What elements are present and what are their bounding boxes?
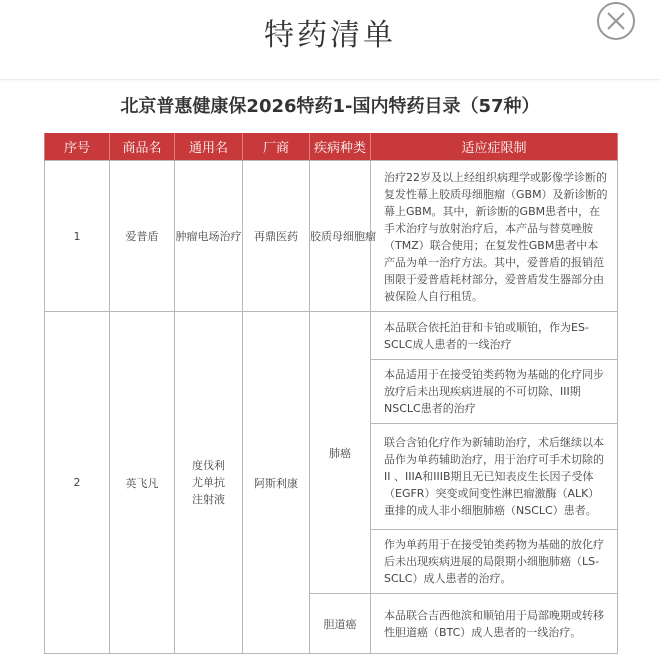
cell-maker: 阿斯利康 [243,312,310,654]
cell-indication: 治疗22岁及以上经组织病理学或影像学诊断的复发性幕上胶质母细胞瘤（GBM）及新诊断的幕上GBM。其中，新诊断的GBM患者中，在手术治疗与放射治疗后，本产品与替莫唑胺（TMZ）联合使用；在复发性GBM患者中本产品为单一治疗方法。其中，爱普盾的报销范围限于爱普盾耗材部分，爱普盾发生器部分由被保险人自行租赁。 [371,161,618,312]
drug-table [44,133,618,654]
column-header-disease: 疾病种类 [310,133,371,161]
table-header-row [45,133,618,161]
cell-indication: 本品联合依托泊苷和卡铂或顺铂，作为ES-SCLC成人患者的一线治疗 [371,312,618,360]
cell-brand: 爱普盾 [110,161,175,312]
close-icon [607,12,625,30]
close-button[interactable] [597,2,635,40]
cell-brand: 英飞凡 [110,312,175,654]
cell-index: 1 [45,161,110,312]
column-header-indication: 适应症限制 [371,133,618,161]
drug-list-content[interactable] [0,80,660,639]
cell-indication: 联合含铂化疗作为新辅助治疗，术后继续以本品作为单药辅助治疗，用于治疗可手术切除的 II 、IIIA和IIIB期且无已知表皮生长因子受体（EGFR）突变或间变性淋巴瘤激酶（ALK）重排的成人非小细胞肺癌（NSCLC）患者。 [371,424,618,530]
cell-disease: 肺癌 [310,312,371,594]
cell-maker: 再鼎医药 [243,161,310,312]
cell-generic-text: 度伐利尤单抗注射液 [192,459,225,506]
column-header-generic: 通用名 [175,133,243,161]
column-header-brand: 商品名 [110,133,175,161]
page-title: 特药清单 [264,18,396,53]
column-header-maker: 厂商 [243,133,310,161]
column-header-index: 序号 [45,133,110,161]
cell-index: 2 [45,312,110,654]
table-row [45,312,618,360]
cell-indication: 本品联合吉西他滨和顺铂用于局部晚期或转移性胆道癌（BTC）成人患者的一线治疗。 [371,594,618,654]
table-row [45,161,618,312]
cell-generic [175,312,243,654]
cell-disease: 胶质母细胞瘤 [310,161,371,312]
cell-indication: 作为单药用于在接受铂类药物为基础的放化疗后未出现疾病进展的局限期小细胞肺癌（LS-SCLC）成人患者的治疗。 [371,530,618,594]
cell-indication: 本品适用于在接受铂类药物为基础的化疗同步放疗后未出现疾病进展的不可切除、III期NSCLC患者的治疗 [371,360,618,424]
list-title: 北京普惠健康保2026特药1-国内特药目录（57种） [120,96,540,117]
cell-generic: 肿瘤电场治疗 [175,161,243,312]
cell-disease: 胆道癌 [310,594,371,654]
page-header [0,0,660,80]
